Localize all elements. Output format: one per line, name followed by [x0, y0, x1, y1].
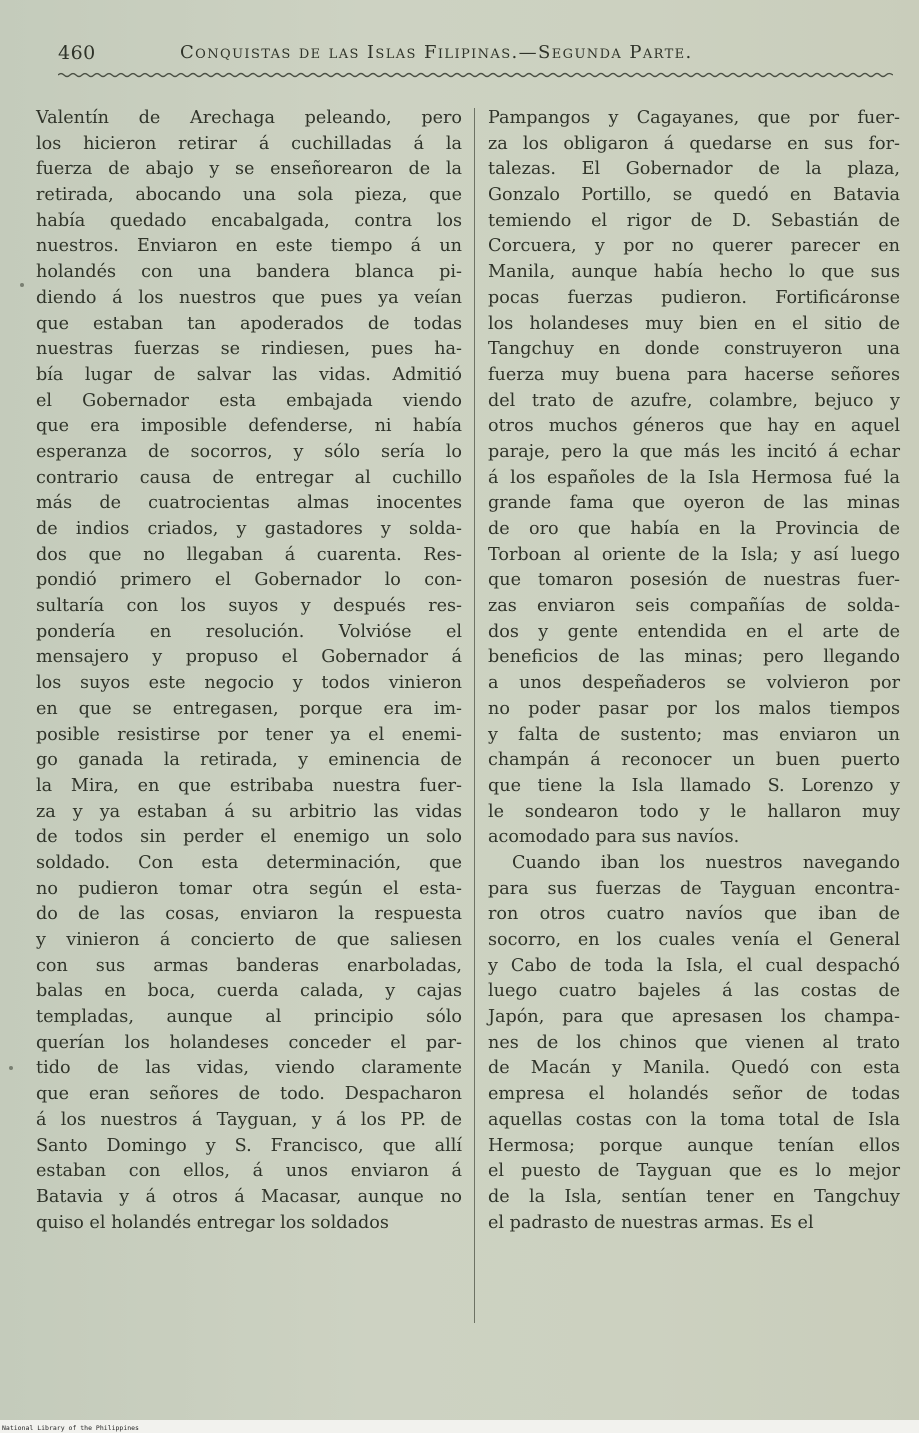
text-line: Japón, para que apresasen los champa- [488, 1007, 900, 1028]
text-line: zas enviaron seis compañías de solda- [488, 596, 900, 617]
text-line: y falta de sustento; mas enviaron un [488, 724, 900, 745]
text-line: balas en boca, cuerda calada, y cajas [36, 981, 462, 1002]
text-line: el padrasto de nuestras armas. Es el [488, 1212, 814, 1233]
text-line: en que se entregasen, porque era im- [36, 698, 462, 719]
running-title: Conquistas de las Islas Filipinas.—Segunda Parte. [180, 42, 693, 63]
text-line: a unos despeñaderos se volvieron por [488, 673, 900, 694]
text-line: templadas, aunque al principio sólo [36, 1007, 462, 1028]
text-line: no poder pasar por los malos tiempos [488, 698, 900, 719]
text-line: Pampangos y Cagayanes, que por fuer- [488, 108, 900, 128]
text-line: diendo á los nuestros que pues ya veían [36, 287, 462, 308]
text-line: más de cuatrocientas almas inocentes [36, 493, 462, 514]
text-line: Batavia y á otros á Macasar, aunque no [36, 1186, 462, 1207]
text-line: de indios criados, y gastadores y solda- [36, 519, 462, 539]
text-line: champán á reconocer un buen puerto [488, 750, 900, 771]
text-line: le sondearon todo y le hallaron muy [488, 801, 900, 822]
text-line: paraje, pero la que más les incitó á echar [488, 441, 900, 462]
text-line: luego cuatro bajeles á las costas de [488, 981, 900, 1002]
text-line: que era imposible defenderse, ni había [36, 416, 462, 437]
text-line: empresa el holandés señor de todas [488, 1084, 900, 1105]
text-line: había quedado encabalgada, contra los [36, 210, 462, 231]
text-line: za y ya estaban á su arbitrio las vidas [36, 801, 462, 822]
text-line: fuerza de abajo y se enseñorearon de la [36, 159, 462, 180]
text-line: quiso el holandés entregar los soldados [36, 1212, 389, 1233]
text-line: dos y gente entendida en el arte de [488, 621, 900, 642]
text-line: Corcuera, y por no querer parecer en [488, 236, 900, 257]
text-line: ron otros cuatro navíos que iban de [488, 904, 900, 925]
text-line: go ganada la retirada, y eminencia de [36, 750, 462, 771]
text-line: nuestras fuerzas se rindiesen, pues ha- [36, 339, 462, 360]
text-line: za los obligaron á quedarse en sus for- [488, 133, 900, 154]
ink-speck [20, 283, 24, 287]
text-line: los holandeses muy bien en el sitio de [488, 313, 900, 334]
text-line: para sus fuerzas de Tayguan encontra- [488, 878, 900, 899]
text-line: de Macán y Manila. Quedó con esta [488, 1058, 900, 1079]
text-line: de oro que había en la Provincia de [488, 519, 900, 539]
text-line: beneficios de las minas; pero llegando [488, 647, 900, 668]
text-line: pocas fuerzas pudieron. Fortificáronse [488, 287, 900, 308]
text-line: otros muchos géneros que hay en aquel [488, 416, 900, 437]
text-line: dos que no llegaban á cuarenta. Res- [36, 544, 462, 565]
text-line: do de las cosas, enviaron la respuesta [36, 904, 462, 925]
text-line: á los nuestros á Tayguan, y á los PP. de [36, 1109, 462, 1130]
text-line: y vinieron á concierto de que saliesen [36, 930, 462, 950]
text-line: Cuando iban los nuestros navegando [512, 852, 900, 873]
text-line: de todos sin perder el enemigo un solo [36, 827, 462, 848]
text-line: bía lugar de salvar las vidas. Admitió [36, 364, 462, 385]
text-line: con sus armas banderas enarboladas, [36, 955, 462, 976]
text-line: acomodado para sus navíos. [488, 827, 740, 848]
text-line: retirada, abocando una sola pieza, que [36, 185, 462, 206]
text-line: estaban con ellos, á unos enviaron á [36, 1161, 462, 1182]
text-line: que estaban tan apoderados de todas [36, 313, 462, 334]
text-line: Santo Domingo y S. Francisco, que allí [36, 1135, 462, 1156]
page-number: 460 [58, 42, 96, 64]
text-line: sultaría con los suyos y después res- [36, 596, 462, 617]
text-line: posible resistirse por tener ya el enemi- [36, 724, 462, 745]
text-line: que tiene la Isla llamado S. Lorenzo y [488, 775, 900, 796]
text-line: Valentín de Arechaga peleando, pero [36, 108, 462, 128]
text-line: contrario causa de entregar al cuchillo [36, 467, 462, 488]
text-line: y Cabo de toda la Isla, el cual despachó [488, 955, 900, 976]
text-line: nuestros. Enviaron en este tiempo á un [36, 236, 462, 257]
text-line: Tangchuy en donde construyeron una [488, 339, 900, 360]
text-line: los suyos este negocio y todos vinieron [36, 673, 462, 694]
text-line: los hicieron retirar á cuchilladas á la [36, 133, 462, 154]
header-ornament-rule [58, 72, 893, 78]
text-line: nes de los chinos que vienen al trato [488, 1032, 900, 1053]
column-divider [474, 108, 475, 1323]
text-line: Manila, aunque había hecho lo que sus [488, 262, 900, 283]
text-line: querían los holandeses conceder el par- [36, 1032, 462, 1053]
text-line: que tomaron posesión de nuestras fuer- [488, 570, 900, 591]
left-text-column [36, 106, 462, 1236]
text-line: holandés con una bandera blanca pi- [36, 262, 462, 283]
text-line: aquellas costas con la toma total de Isla [488, 1109, 900, 1130]
text-line: pondió primero el Gobernador lo con- [36, 570, 462, 591]
text-line: la Mira, en que estribaba nuestra fuer- [36, 775, 462, 796]
text-line: socorro, en los cuales venía el General [488, 930, 900, 950]
text-line: tido de las vidas, viendo claramente [36, 1058, 462, 1079]
text-line: Gonzalo Portillo, se quedó en Batavia [488, 185, 900, 206]
text-line: talezas. El Gobernador de la plaza, [488, 159, 900, 180]
text-line: mensajero y propuso el Gobernador á [36, 647, 462, 668]
library-watermark: National Library of the Philippines [2, 1424, 139, 1432]
text-line: de la Isla, sentían tener en Tangchuy [488, 1186, 900, 1207]
text-line: á los españoles de la Isla Hermosa fué la [488, 467, 900, 488]
text-line: el puesto de Tayguan que es lo mejor [488, 1161, 900, 1182]
text-line: temiendo el rigor de D. Sebastián de [488, 210, 900, 231]
ink-speck [9, 1066, 13, 1070]
text-line: fuerza muy buena para hacerse señores [488, 364, 900, 385]
text-line: Torboan al oriente de la Isla; y así luego [488, 544, 900, 565]
text-line: Hermosa; porque aunque tenían ellos [488, 1135, 900, 1156]
page-header [58, 40, 798, 70]
text-line: no pudieron tomar otra según el esta- [36, 878, 462, 899]
right-text-column [488, 106, 900, 1236]
text-line: pondería en resolución. Volvióse el [36, 621, 462, 642]
text-line: que eran señores de todo. Despacharon [36, 1084, 462, 1105]
text-line: soldado. Con esta determinación, que [36, 852, 462, 873]
text-line: el Gobernador esta embajada viendo [36, 390, 462, 411]
text-line: esperanza de socorros, y sólo sería lo [36, 441, 462, 462]
text-line: del trato de azufre, colambre, bejuco y [488, 390, 900, 411]
text-line: grande fama que oyeron de las minas [488, 493, 900, 514]
